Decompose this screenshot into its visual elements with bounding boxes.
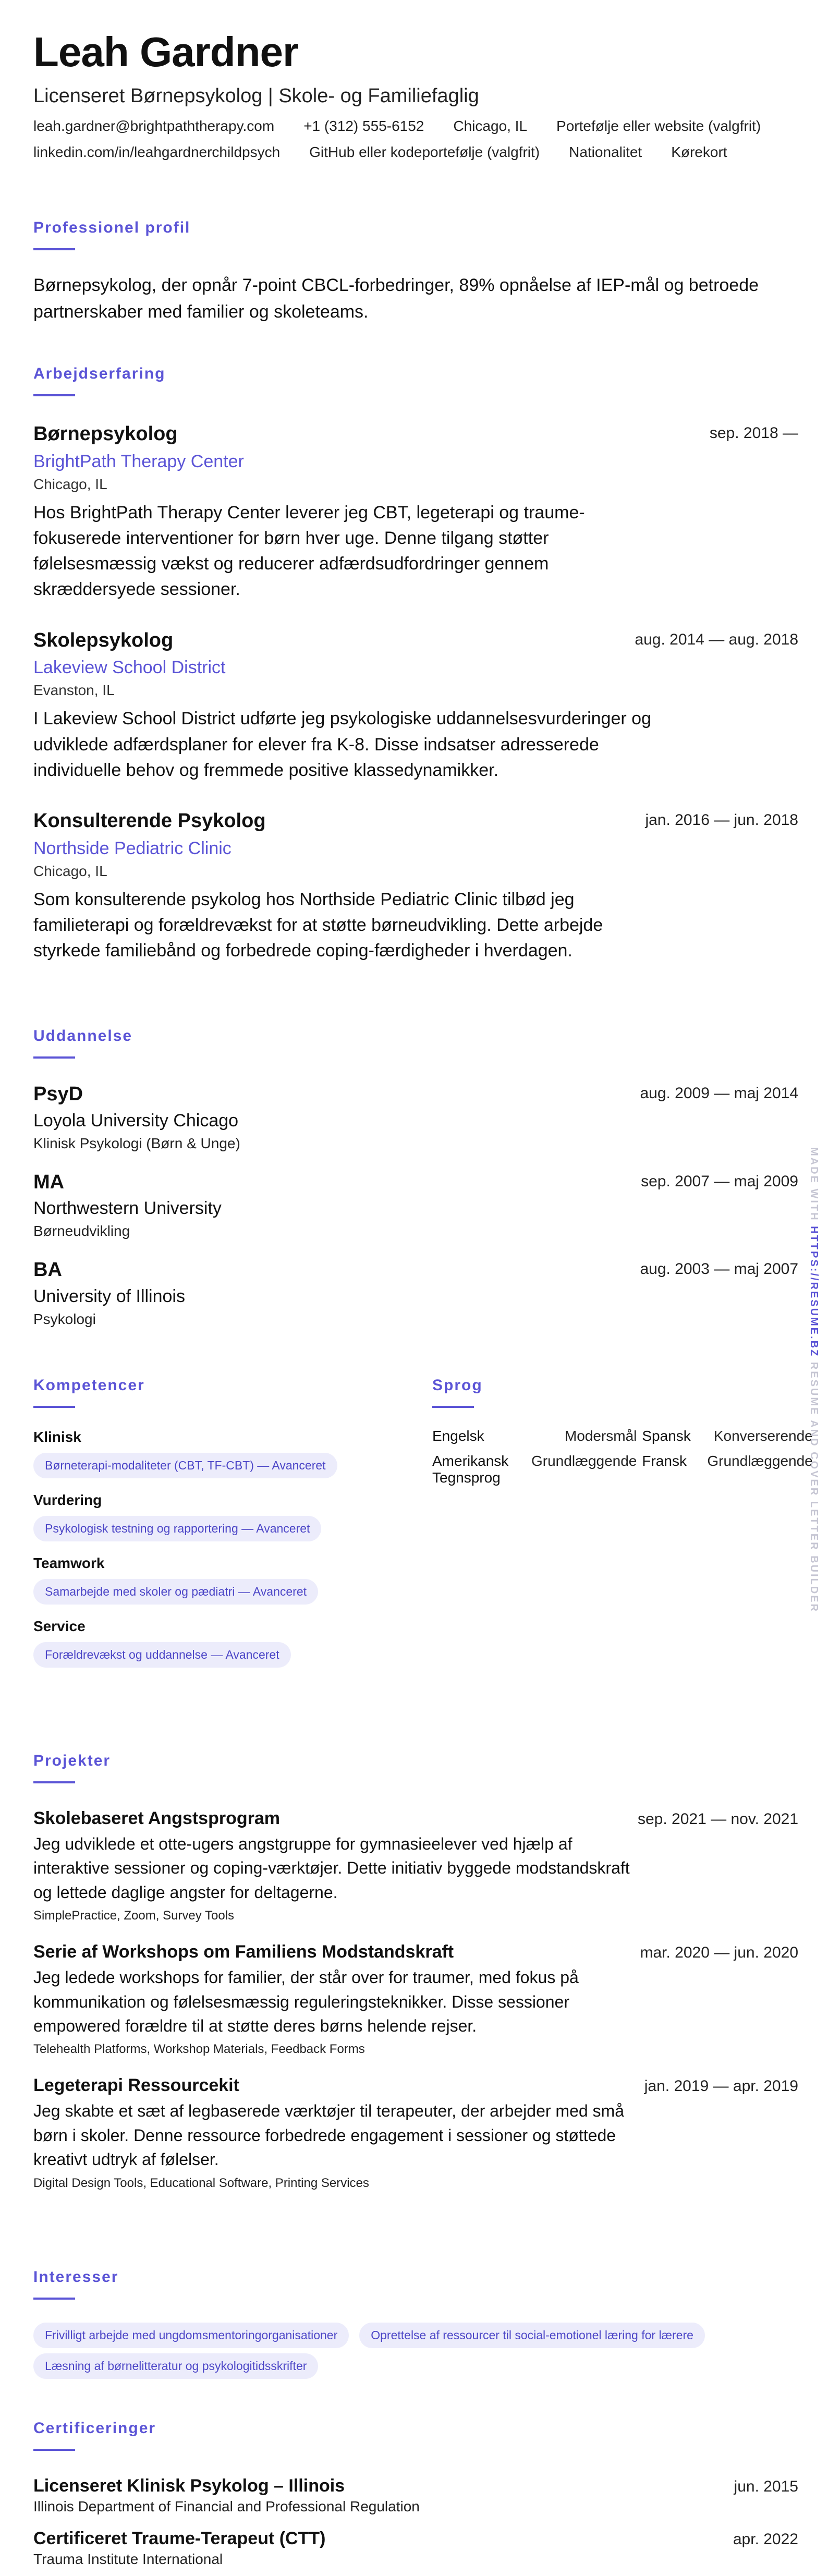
education-dates: aug. 2009 — maj 2014 <box>640 1085 798 1102</box>
project-dates: mar. 2020 — jun. 2020 <box>640 1944 798 1962</box>
job-description: Som konsulterende psykolog hos Northside Pediatric Clinic tilbød jeg familieterapi og forældrevækst for at støtte børneudvikling. Dette arbejde styrkede familiebånd og forbedrede coping-færdigheder i hverdagen. <box>33 889 603 961</box>
certification-date: jun. 2015 <box>734 2478 798 2495</box>
contact-row-secondary <box>33 144 798 161</box>
project-name: Legeterapi Ressourcekit <box>33 2075 239 2096</box>
interests-section <box>33 2268 798 2379</box>
certification-name: Licenseret Klinisk Psykolog – Illinois <box>33 2476 345 2496</box>
profile-section <box>33 219 798 325</box>
job-location: Evanston, IL <box>33 682 115 699</box>
interest-tag: Oprettelse af ressourcer til social-emotionel læring for lærere <box>359 2323 705 2348</box>
certification-issuer: Trauma Institute International <box>33 2551 223 2567</box>
contact-drivers-license: Kørekort <box>671 143 727 160</box>
skill-tag: Forældrevækst og uddannelse — Avanceret <box>33 1642 291 1668</box>
project-tools: SimplePractice, Zoom, Survey Tools <box>33 1909 235 1923</box>
skill-group <box>33 1429 398 1478</box>
institution: Loyola University Chicago <box>33 1110 239 1131</box>
contact-portfolio[interactable]: Portefølje eller website (valgfrit) <box>556 117 761 134</box>
degree: PsyD <box>33 1083 83 1105</box>
language-name: Spansk <box>642 1428 691 1444</box>
section-title-interests: Interesser <box>33 2268 119 2286</box>
field-of-study: Børneudvikling <box>33 1223 130 1240</box>
section-divider <box>33 2298 75 2300</box>
skill-group <box>33 1618 398 1668</box>
certification-item <box>33 2529 798 2568</box>
resume-page <box>33 29 813 2567</box>
certification-item <box>33 2476 798 2515</box>
section-title-certifications: Certificeringer <box>33 2420 156 2437</box>
contact-nationality: Nationalitet <box>569 143 642 160</box>
skill-tag: Børneterapi-modaliteter (CBT, TF-CBT) — Avanceret <box>33 1453 337 1478</box>
candidate-headline: Licenseret Børnepsykolog | Skole- og Familiefaglig <box>33 85 479 107</box>
education-item <box>33 1171 798 1240</box>
language-level: Grundlæggende <box>707 1453 813 1469</box>
job-dates: aug. 2014 — aug. 2018 <box>635 630 798 648</box>
experience-item <box>33 629 798 783</box>
section-title-skills: Kompetencer <box>33 1377 145 1394</box>
section-title-languages: Sprog <box>432 1377 483 1394</box>
job-title: Konsulterende Psykolog <box>33 810 266 832</box>
interests-list <box>33 2323 798 2379</box>
skill-category: Service <box>33 1618 86 1634</box>
contact-row <box>33 118 798 135</box>
skill-tag: Psykologisk testning og rapportering — Avanceret <box>33 1516 321 1541</box>
experience-item <box>33 809 798 964</box>
skill-group <box>33 1492 398 1541</box>
skill-tag: Samarbejde med skoler og pædiatri — Avanceret <box>33 1579 318 1605</box>
watermark-link[interactable]: HTTPS://RESUME.BZ <box>808 1226 820 1358</box>
section-divider <box>33 1781 75 1783</box>
field-of-study: Psykologi <box>33 1310 96 1327</box>
experience-section <box>33 365 798 964</box>
language-name: Engelsk <box>432 1428 484 1444</box>
languages-section <box>432 1377 813 1486</box>
languages-list <box>432 1428 813 1486</box>
institution: University of Illinois <box>33 1286 185 1306</box>
employer[interactable]: BrightPath Therapy Center <box>33 451 244 471</box>
field-of-study: Klinisk Psykologi (Børn & Unge) <box>33 1135 240 1151</box>
contact-phone[interactable]: +1 (312) 555-6152 <box>303 117 424 134</box>
profile-summary: Børnepsykolog, der opnår 7-point CBCL-forbedringer, 89% opnåelse af IEP-mål og betroede partnerskaber med familier og skoleteams. <box>33 275 759 322</box>
job-title: Skolepsykolog <box>33 629 174 651</box>
contact-github[interactable]: GitHub eller kodeportefølje (valgfrit) <box>309 143 540 160</box>
education-section <box>33 1027 798 1328</box>
interest-tag: Frivilligt arbejde med ungdomsmentoringorganisationer <box>33 2323 349 2348</box>
certification-issuer: Illinois Department of Financial and Professional Regulation <box>33 2498 420 2514</box>
institution: Northwestern University <box>33 1198 222 1219</box>
candidate-name: Leah Gardner <box>33 29 299 75</box>
section-title-projects: Projekter <box>33 1752 111 1769</box>
experience-item <box>33 422 798 603</box>
project-item <box>33 2075 798 2190</box>
contact-location: Chicago, IL <box>453 117 528 134</box>
project-item <box>33 1808 798 1923</box>
education-dates: aug. 2003 — maj 2007 <box>640 1260 798 1278</box>
resume-builder-watermark <box>808 1147 820 1613</box>
employer[interactable]: Lakeview School District <box>33 658 226 678</box>
skill-group <box>33 1555 398 1605</box>
project-name: Serie af Workshops om Familiens Modstandskraft <box>33 1942 454 1962</box>
section-divider <box>33 1056 75 1059</box>
skill-category: Teamwork <box>33 1555 105 1571</box>
certification-date: apr. 2022 <box>733 2531 798 2548</box>
section-divider <box>33 1406 75 1408</box>
job-title: Børnepsykolog <box>33 423 178 445</box>
project-name: Skolebaseret Angstsprogram <box>33 1808 280 1828</box>
job-description: I Lakeview School District udførte jeg psykologiske uddannelsesvurderinger og udviklede adfærdsplaner for elever fra K-8. Disse indsatser adresserede individuelle behov og fremmede positive klassedynamikker. <box>33 709 651 780</box>
contact-linkedin[interactable]: linkedin.com/in/leahgardnerchildpsych <box>33 143 281 160</box>
language-level: Konverserende <box>713 1428 813 1444</box>
project-tools: Telehealth Platforms, Workshop Materials, Feedback Forms <box>33 2042 365 2057</box>
project-description: Jeg udviklede et otte-ugers angstgruppe for gymnasieelever ved hjælp af interaktive sessioner og coping-værktøjer. Dette initiativ byggede modstandskraft og lettede daglige angster for deltagerne. <box>33 1834 630 1902</box>
skill-category: Klinisk <box>33 1429 81 1445</box>
interest-tag: Læsning af børnelitteratur og psykologitidsskrifter <box>33 2353 318 2379</box>
language-level: Modersmål <box>564 1428 637 1444</box>
certifications-section <box>33 2420 798 2568</box>
language-name: Amerikansk Tegnsprog <box>432 1453 509 1486</box>
project-item <box>33 1942 798 2057</box>
education-dates: sep. 2007 — maj 2009 <box>641 1172 798 1190</box>
degree: BA <box>33 1259 62 1281</box>
job-dates: sep. 2018 — <box>709 424 798 442</box>
language-level: Grundlæggende <box>531 1453 637 1469</box>
job-location: Chicago, IL <box>33 476 107 492</box>
section-title-experience: Arbejdserfaring <box>33 365 166 382</box>
projects-section <box>33 1752 798 2191</box>
education-item <box>33 1258 798 1328</box>
employer[interactable]: Northside Pediatric Clinic <box>33 838 232 858</box>
section-title-education: Uddannelse <box>33 1027 133 1044</box>
project-tools: Digital Design Tools, Educational Software, Printing Services <box>33 2176 369 2190</box>
project-description: Jeg ledede workshops for familier, der står over for traumer, med fokus på kommunikation og følelsesmæssig reguleringsteknikker. Disse sessioner empowered forældre til at støtte deres børns helende rejser. <box>33 1968 579 2035</box>
section-divider <box>33 394 75 396</box>
certification-name: Certificeret Traume-Terapeut (CTT) <box>33 2529 326 2548</box>
watermark-prefix: MADE WITH <box>808 1147 820 1222</box>
education-item <box>33 1083 798 1152</box>
contact-email[interactable]: leah.gardner@brightpaththerapy.com <box>33 117 275 134</box>
degree: MA <box>33 1171 65 1193</box>
skill-category: Vurdering <box>33 1492 102 1508</box>
section-divider <box>432 1406 474 1408</box>
language-name: Fransk <box>642 1453 687 1469</box>
skills-section <box>33 1377 398 1668</box>
section-title-profile: Professionel profil <box>33 219 191 236</box>
section-divider <box>33 2449 75 2451</box>
project-dates: jan. 2019 — apr. 2019 <box>644 2077 798 2095</box>
watermark-suffix: RESUME AND COVER LETTER BUILDER <box>808 1362 820 1613</box>
project-dates: sep. 2021 — nov. 2021 <box>638 1811 798 1828</box>
job-dates: jan. 2016 — jun. 2018 <box>645 811 798 829</box>
job-description: Hos BrightPath Therapy Center leverer jeg CBT, legeterapi og traume-fokuserede interventioner for børn hver uge. Denne tilgang støtter følelsesmæssig vækst og reducerer adfærdsudfordringer gennem skræddersyede sessioner. <box>33 502 585 600</box>
job-location: Chicago, IL <box>33 862 107 879</box>
project-description: Jeg skabte et sæt af legbaserede værktøjer til terapeuter, der arbejder med små børn i skoler. Denne ressource forbedrede engagement i sessioner og støttede kreativt udtryk af følelser. <box>33 2101 624 2169</box>
section-divider <box>33 248 75 250</box>
